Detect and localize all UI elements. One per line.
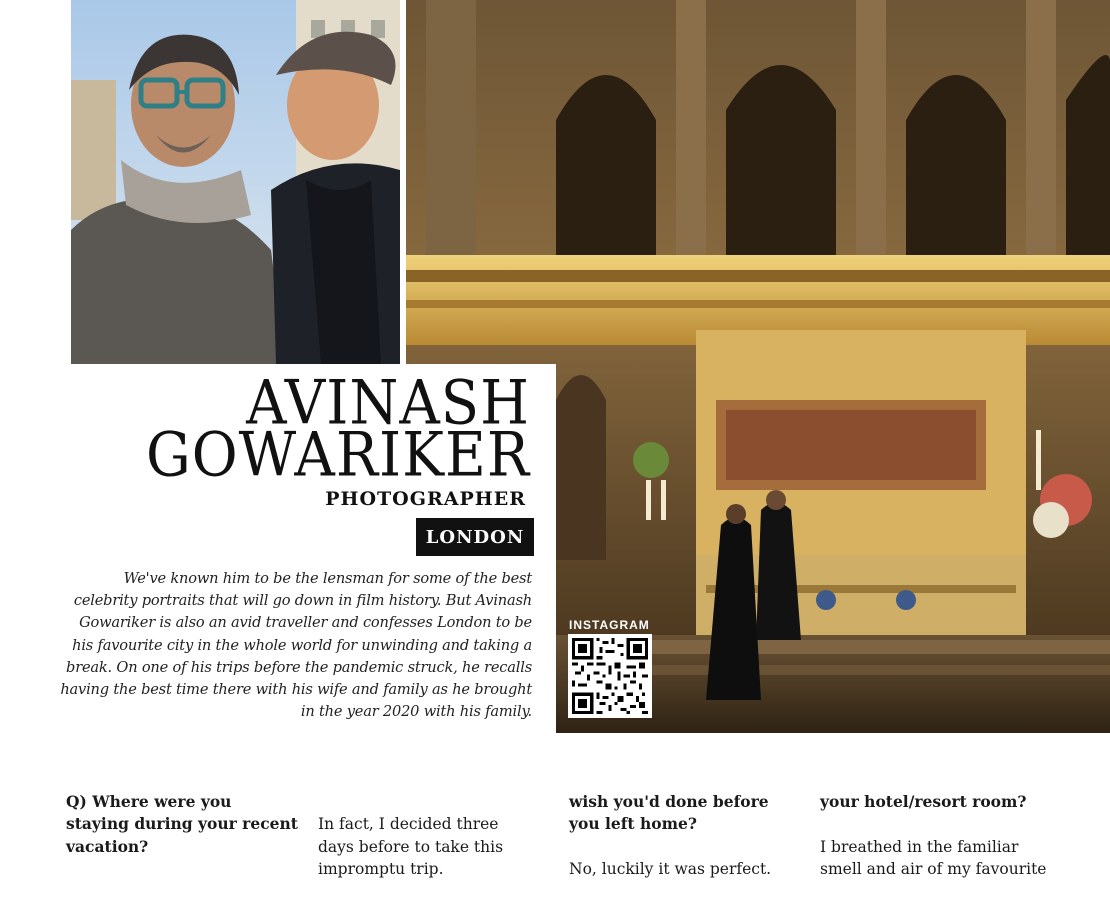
city-badge: LONDON: [416, 518, 534, 556]
two-men-selfie-image: [71, 0, 400, 364]
instagram-qr-code[interactable]: [568, 634, 652, 718]
qa-column-3: [569, 768, 809, 903]
intro-paragraph: We've known him to be the lensman for some of the best celebrity portraits that will go down in film history. But Avinash Gowariker is also an avid traveller and confesses London to be his favourite city in the whole world for unwinding and taking a break. On one of his trips before the pandemic struck, he recalls having the best time there with his wife and family as he brought in the year 2020 with his family.: [60, 570, 532, 721]
answer-text: I breathed in the familiar smell and air of my favourite: [820, 837, 1047, 878]
headline-last-name: GOWARIKER: [145, 420, 530, 491]
subject-role: PHOTOGRAPHER: [325, 488, 526, 510]
instagram-label: INSTAGRAM: [569, 618, 650, 632]
headline-first-name: AVINASH: [246, 368, 530, 439]
qa-column-1: [66, 768, 306, 903]
question-text: Q) Where were you staying during your recent vacation?: [66, 791, 298, 856]
qa-column-2: [318, 768, 558, 903]
question-text: your hotel/resort room?: [820, 791, 1027, 811]
qa-column-4: [820, 768, 1060, 903]
question-text: wish you'd done before you left home?: [569, 791, 769, 833]
answer-text: In fact, I decided three days before to take this impromptu trip.: [318, 815, 504, 878]
answer-text: No, luckily it was perfect.: [569, 860, 772, 878]
selfie-photo: [71, 0, 400, 364]
qr-code-icon: [572, 638, 648, 714]
